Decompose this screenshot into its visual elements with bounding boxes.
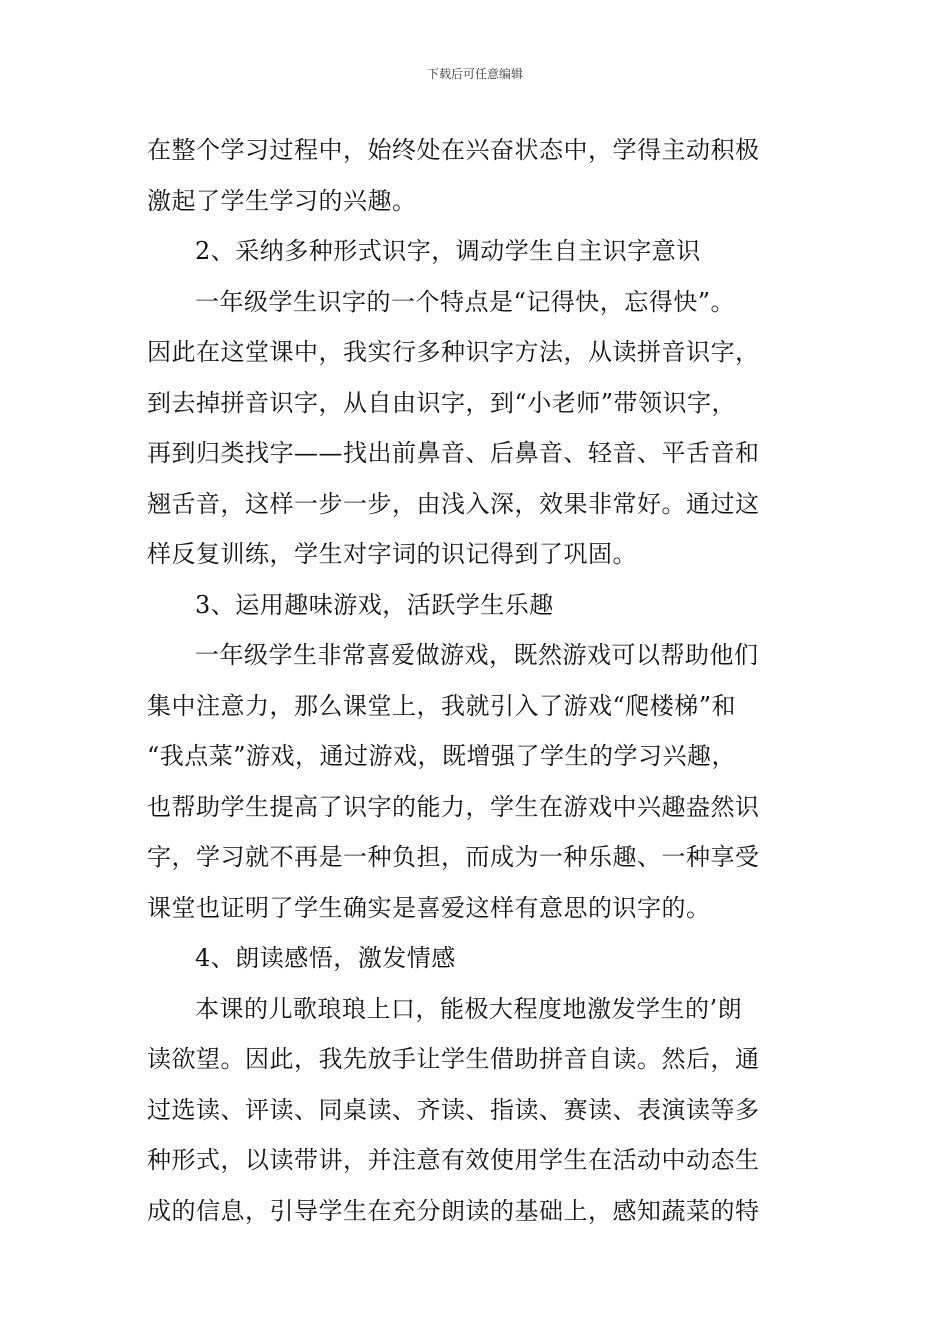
text-line: 激起了学生学习的兴趣。 bbox=[147, 186, 417, 215]
text-line: 成的信息，引导学生在充分朗读的基础上，感知蔬菜的特 bbox=[147, 1196, 760, 1225]
paragraph-start: 一年级学生非常喜爱做游戏，既然游戏可以帮助他们 bbox=[195, 641, 759, 669]
text-line: 样反复训练，学生对字词的识记得到了巩固。 bbox=[147, 540, 637, 568]
section-heading: 4、朗读感悟，激发情感 bbox=[195, 944, 456, 972]
section-heading: 2、采纳多种形式识字，调动学生自主识字意识 bbox=[195, 237, 701, 265]
paragraph-start: 本课的儿歌琅琅上口，能极大程度地激发学生的’朗 bbox=[195, 994, 743, 1023]
text-line: 也帮助学生提高了识字的能力，学生在游戏中兴趣盎然识 bbox=[147, 792, 760, 821]
text-line: 课堂也证明了学生确实是喜爱这样有意思的识字的。 bbox=[147, 893, 711, 922]
text-line: 在整个学习过程中，始终处在兴奋状态中，学得主动积极 bbox=[147, 136, 760, 164]
paragraph-start: 一年级学生识字的一个特点是“记得快，忘得快”。 bbox=[195, 287, 736, 316]
text-line: “我点菜”游戏，通过游戏，既增强了学生的学习兴趣， bbox=[147, 742, 737, 770]
text-line: 再到归类找字——找出前鼻音、后鼻音、轻音、平舌音和 bbox=[147, 439, 760, 467]
text-line: 因此在这堂课中，我实行多种识字方法，从读拼音识字， bbox=[147, 338, 760, 366]
section-heading: 3、运用趣味游戏，活跃学生乐趣 bbox=[195, 590, 554, 619]
text-line: 过选读、评读、同桌读、齐读、指读、赛读、表演读等多 bbox=[147, 1095, 760, 1124]
text-line: 集中注意力，那么课堂上，我就引入了游戏“爬楼梯”和 bbox=[147, 691, 737, 720]
text-line: 翘舌音，这样一步一步，由浅入深，效果非常好。通过这 bbox=[147, 489, 760, 518]
document-body bbox=[147, 125, 817, 1236]
text-line: 到去掉拼音识字，从自由识字，到“小老师”带领识字， bbox=[147, 388, 737, 417]
text-line: 种形式，以读带讲，并注意有效使用学生在活动中动态生 bbox=[147, 1146, 760, 1174]
page-header: 下载后可任意编辑 bbox=[426, 67, 523, 81]
text-line: 读欲望。因此，我先放手让学生借助拼音自读。然后，通 bbox=[147, 1045, 760, 1073]
text-line: 字，学习就不再是一种负担，而成为一种乐趣、一种享受 bbox=[147, 843, 760, 871]
